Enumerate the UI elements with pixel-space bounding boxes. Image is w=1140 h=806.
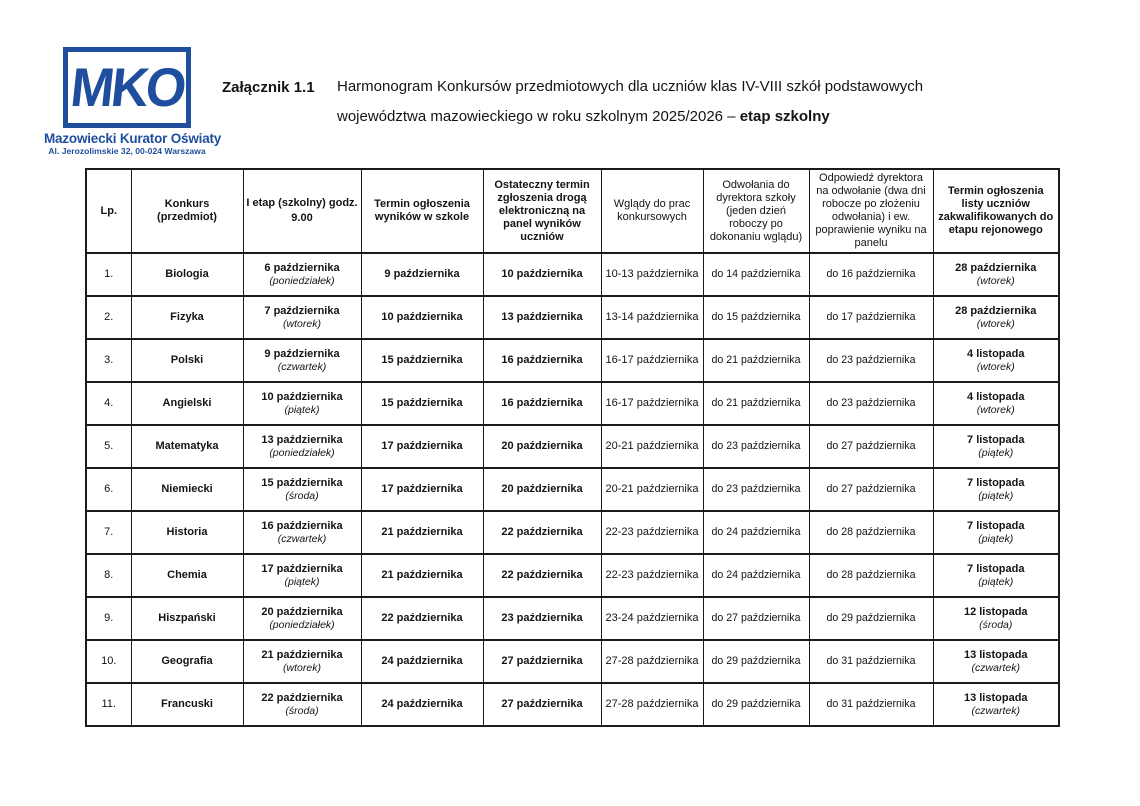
cell-panel-deadline: 10 października bbox=[483, 253, 601, 296]
cell-director-response: do 23 października bbox=[809, 382, 933, 425]
cell-subject: Hiszpański bbox=[131, 597, 243, 640]
qualified-weekday: (czwartek) bbox=[971, 705, 1020, 717]
cell-lp: 6. bbox=[86, 468, 131, 511]
qualified-weekday: (wtorek) bbox=[976, 404, 1015, 416]
qualified-weekday: (środa) bbox=[979, 619, 1013, 631]
header-appeal: Odwołania do dyrektora szkoły (jeden dzień roboczy po dokonaniu wglądu) bbox=[703, 169, 809, 253]
cell-school-results: 9 października bbox=[361, 253, 483, 296]
cell-lp: 7. bbox=[86, 511, 131, 554]
schedule-table bbox=[85, 168, 1060, 727]
cell-school-results: 17 października bbox=[361, 425, 483, 468]
stage1-weekday: (czwartek) bbox=[277, 361, 327, 373]
table-row bbox=[86, 339, 1059, 382]
stage1-weekday: (piątek) bbox=[284, 404, 320, 416]
cell-lp: 9. bbox=[86, 597, 131, 640]
cell-lp: 8. bbox=[86, 554, 131, 597]
document-title bbox=[337, 79, 923, 124]
qualified-date: 7 listopada bbox=[967, 520, 1025, 532]
qualified-date: 7 listopada bbox=[967, 477, 1025, 489]
cell-qualified bbox=[933, 683, 1059, 726]
stage1-date: 10 października bbox=[261, 391, 343, 403]
cell-review: 16-17 października bbox=[601, 382, 703, 425]
cell-appeal: do 14 października bbox=[703, 253, 809, 296]
document-title-block bbox=[222, 79, 1102, 124]
stage1-date: 13 października bbox=[261, 434, 343, 446]
cell-review: 22-23 października bbox=[601, 511, 703, 554]
cell-stage1 bbox=[243, 554, 361, 597]
cell-subject: Fizyka bbox=[131, 296, 243, 339]
header-lp: Lp. bbox=[86, 169, 131, 253]
qualified-date: 28 października bbox=[955, 262, 1037, 274]
cell-subject: Niemiecki bbox=[131, 468, 243, 511]
cell-appeal: do 29 października bbox=[703, 683, 809, 726]
cell-director-response: do 27 października bbox=[809, 425, 933, 468]
stage1-date: 16 października bbox=[261, 520, 343, 532]
cell-qualified bbox=[933, 339, 1059, 382]
qualified-date: 7 listopada bbox=[967, 563, 1025, 575]
cell-review: 20-21 października bbox=[601, 468, 703, 511]
cell-panel-deadline: 13 października bbox=[483, 296, 601, 339]
qualified-date: 7 listopada bbox=[967, 434, 1025, 446]
cell-review: 16-17 października bbox=[601, 339, 703, 382]
cell-panel-deadline: 20 października bbox=[483, 425, 601, 468]
cell-qualified bbox=[933, 425, 1059, 468]
cell-review: 27-28 października bbox=[601, 640, 703, 683]
cell-school-results: 17 października bbox=[361, 468, 483, 511]
mko-logo-frame bbox=[63, 47, 191, 128]
cell-subject: Francuski bbox=[131, 683, 243, 726]
stage1-date: 21 października bbox=[261, 649, 343, 661]
qualified-date: 13 listopada bbox=[963, 649, 1028, 661]
stage1-weekday: (poniedziałek) bbox=[269, 275, 335, 287]
cell-appeal: do 21 października bbox=[703, 339, 809, 382]
header-stage1: I etap (szkolny) godz. 9.00 bbox=[243, 169, 361, 253]
header-school-results: Termin ogłoszenia wyników w szkole bbox=[361, 169, 483, 253]
cell-director-response: do 31 października bbox=[809, 683, 933, 726]
cell-panel-deadline: 27 października bbox=[483, 640, 601, 683]
cell-director-response: do 29 października bbox=[809, 597, 933, 640]
cell-qualified bbox=[933, 253, 1059, 296]
stage1-weekday: (poniedziałek) bbox=[269, 447, 335, 459]
cell-lp: 4. bbox=[86, 382, 131, 425]
table-row bbox=[86, 683, 1059, 726]
stage1-weekday: (środa) bbox=[285, 705, 319, 717]
qualified-date: 4 listopada bbox=[967, 348, 1025, 360]
stage1-date: 7 października bbox=[264, 305, 340, 317]
table-row bbox=[86, 511, 1059, 554]
table-row bbox=[86, 253, 1059, 296]
organization-address: Al. Jerozolimskie 32, 00-024 Warszawa bbox=[48, 146, 206, 156]
cell-subject: Historia bbox=[131, 511, 243, 554]
qualified-weekday: (piątek) bbox=[978, 576, 1014, 588]
cell-appeal: do 23 października bbox=[703, 425, 809, 468]
stage1-weekday: (czwartek) bbox=[277, 533, 327, 545]
cell-subject: Matematyka bbox=[131, 425, 243, 468]
cell-stage1 bbox=[243, 296, 361, 339]
qualified-date: 4 listopada bbox=[967, 391, 1025, 403]
cell-school-results: 15 października bbox=[361, 339, 483, 382]
title-line-2-bold: etap szkolny bbox=[739, 108, 830, 125]
header-subject: Konkurs (przedmiot) bbox=[131, 169, 243, 253]
cell-school-results: 10 października bbox=[361, 296, 483, 339]
title-line-2-regular: województwa mazowieckiego w roku szkolnym 2025/2026 – bbox=[337, 108, 740, 125]
cell-director-response: do 16 października bbox=[809, 253, 933, 296]
cell-qualified bbox=[933, 640, 1059, 683]
cell-director-response: do 28 października bbox=[809, 511, 933, 554]
cell-appeal: do 29 października bbox=[703, 640, 809, 683]
cell-subject: Biologia bbox=[131, 253, 243, 296]
cell-panel-deadline: 22 października bbox=[483, 554, 601, 597]
stage1-weekday: (poniedziałek) bbox=[269, 619, 335, 631]
cell-school-results: 24 października bbox=[361, 640, 483, 683]
stage1-date: 9 października bbox=[264, 348, 340, 360]
cell-school-results: 15 października bbox=[361, 382, 483, 425]
cell-panel-deadline: 27 października bbox=[483, 683, 601, 726]
stage1-date: 6 października bbox=[264, 262, 340, 274]
cell-subject: Polski bbox=[131, 339, 243, 382]
cell-lp: 10. bbox=[86, 640, 131, 683]
cell-qualified bbox=[933, 597, 1059, 640]
cell-stage1 bbox=[243, 683, 361, 726]
organization-name: Mazowiecki Kurator Oświaty bbox=[44, 131, 222, 146]
cell-stage1 bbox=[243, 339, 361, 382]
stage1-weekday: (piątek) bbox=[284, 576, 320, 588]
cell-stage1 bbox=[243, 468, 361, 511]
header-review: Wglądy do prac konkursowych bbox=[601, 169, 703, 253]
cell-appeal: do 23 października bbox=[703, 468, 809, 511]
header-qualified-list: Termin ogłoszenia listy uczniów zakwalifikowanych do etapu rejonowego bbox=[933, 169, 1059, 253]
qualified-weekday: (czwartek) bbox=[971, 662, 1020, 674]
cell-stage1 bbox=[243, 511, 361, 554]
stage1-weekday: (wtorek) bbox=[283, 662, 321, 674]
table-row bbox=[86, 468, 1059, 511]
cell-appeal: do 15 października bbox=[703, 296, 809, 339]
cell-qualified bbox=[933, 511, 1059, 554]
cell-subject: Chemia bbox=[131, 554, 243, 597]
cell-qualified bbox=[933, 468, 1059, 511]
cell-stage1 bbox=[243, 253, 361, 296]
cell-director-response: do 23 października bbox=[809, 339, 933, 382]
cell-panel-deadline: 16 października bbox=[483, 339, 601, 382]
table-row bbox=[86, 554, 1059, 597]
table-row bbox=[86, 597, 1059, 640]
table-row bbox=[86, 296, 1059, 339]
cell-subject: Angielski bbox=[131, 382, 243, 425]
cell-review: 27-28 października bbox=[601, 683, 703, 726]
table-row bbox=[86, 425, 1059, 468]
cell-lp: 2. bbox=[86, 296, 131, 339]
cell-appeal: do 24 października bbox=[703, 511, 809, 554]
qualified-weekday: (wtorek) bbox=[976, 318, 1015, 330]
cell-school-results: 24 października bbox=[361, 683, 483, 726]
qualified-date: 13 listopada bbox=[963, 692, 1028, 704]
attachment-label: Załącznik 1.1 bbox=[222, 79, 315, 96]
qualified-weekday: (piątek) bbox=[978, 533, 1014, 545]
cell-review: 20-21 października bbox=[601, 425, 703, 468]
cell-director-response: do 28 października bbox=[809, 554, 933, 597]
stage1-date: 17 października bbox=[261, 563, 343, 575]
stage1-weekday: (środa) bbox=[285, 490, 319, 502]
qualified-weekday: (wtorek) bbox=[976, 361, 1015, 373]
cell-stage1 bbox=[243, 425, 361, 468]
cell-qualified bbox=[933, 382, 1059, 425]
cell-stage1 bbox=[243, 382, 361, 425]
table-row bbox=[86, 640, 1059, 683]
cell-review: 13-14 października bbox=[601, 296, 703, 339]
cell-panel-deadline: 23 października bbox=[483, 597, 601, 640]
cell-qualified bbox=[933, 296, 1059, 339]
cell-school-results: 21 października bbox=[361, 511, 483, 554]
cell-lp: 11. bbox=[86, 683, 131, 726]
cell-appeal: do 21 października bbox=[703, 382, 809, 425]
cell-lp: 5. bbox=[86, 425, 131, 468]
stage1-date: 15 października bbox=[261, 477, 343, 489]
cell-school-results: 21 października bbox=[361, 554, 483, 597]
cell-subject: Geografia bbox=[131, 640, 243, 683]
cell-appeal: do 27 października bbox=[703, 597, 809, 640]
cell-director-response: do 31 października bbox=[809, 640, 933, 683]
cell-school-results: 22 października bbox=[361, 597, 483, 640]
qualified-weekday: (piątek) bbox=[978, 447, 1014, 459]
cell-stage1 bbox=[243, 597, 361, 640]
cell-lp: 3. bbox=[86, 339, 131, 382]
cell-stage1 bbox=[243, 640, 361, 683]
table-row bbox=[86, 382, 1059, 425]
title-line-2 bbox=[337, 109, 923, 124]
qualified-weekday: (wtorek) bbox=[976, 275, 1015, 287]
cell-appeal: do 24 października bbox=[703, 554, 809, 597]
mko-logo-acronym: MKO bbox=[67, 57, 187, 118]
cell-review: 10-13 października bbox=[601, 253, 703, 296]
qualified-date: 28 października bbox=[955, 305, 1037, 317]
stage1-date: 22 października bbox=[261, 692, 343, 704]
cell-review: 22-23 października bbox=[601, 554, 703, 597]
title-line-1: Harmonogram Konkursów przedmiotowych dla uczniów klas IV-VIII szkół podstawowych bbox=[337, 78, 924, 95]
cell-review: 23-24 października bbox=[601, 597, 703, 640]
table-header-row bbox=[86, 169, 1059, 253]
cell-director-response: do 27 października bbox=[809, 468, 933, 511]
cell-panel-deadline: 20 października bbox=[483, 468, 601, 511]
qualified-weekday: (piątek) bbox=[978, 490, 1014, 502]
stage1-weekday: (wtorek) bbox=[283, 318, 321, 330]
cell-director-response: do 17 października bbox=[809, 296, 933, 339]
cell-qualified bbox=[933, 554, 1059, 597]
cell-panel-deadline: 16 października bbox=[483, 382, 601, 425]
mko-logo bbox=[44, 47, 222, 156]
cell-lp: 1. bbox=[86, 253, 131, 296]
stage1-date: 20 października bbox=[261, 606, 343, 618]
header-director-response: Odpowiedź dyrektora na odwołanie (dwa dni robocze po złożeniu odwołania) i ew. poprawienie wyniku na panelu bbox=[809, 169, 933, 253]
header-panel-deadline: Ostateczny termin zgłoszenia drogą elektroniczną na panel wyników uczniów bbox=[483, 169, 601, 253]
cell-panel-deadline: 22 października bbox=[483, 511, 601, 554]
qualified-date: 12 listopada bbox=[963, 606, 1028, 618]
schedule-table-body bbox=[86, 253, 1059, 726]
